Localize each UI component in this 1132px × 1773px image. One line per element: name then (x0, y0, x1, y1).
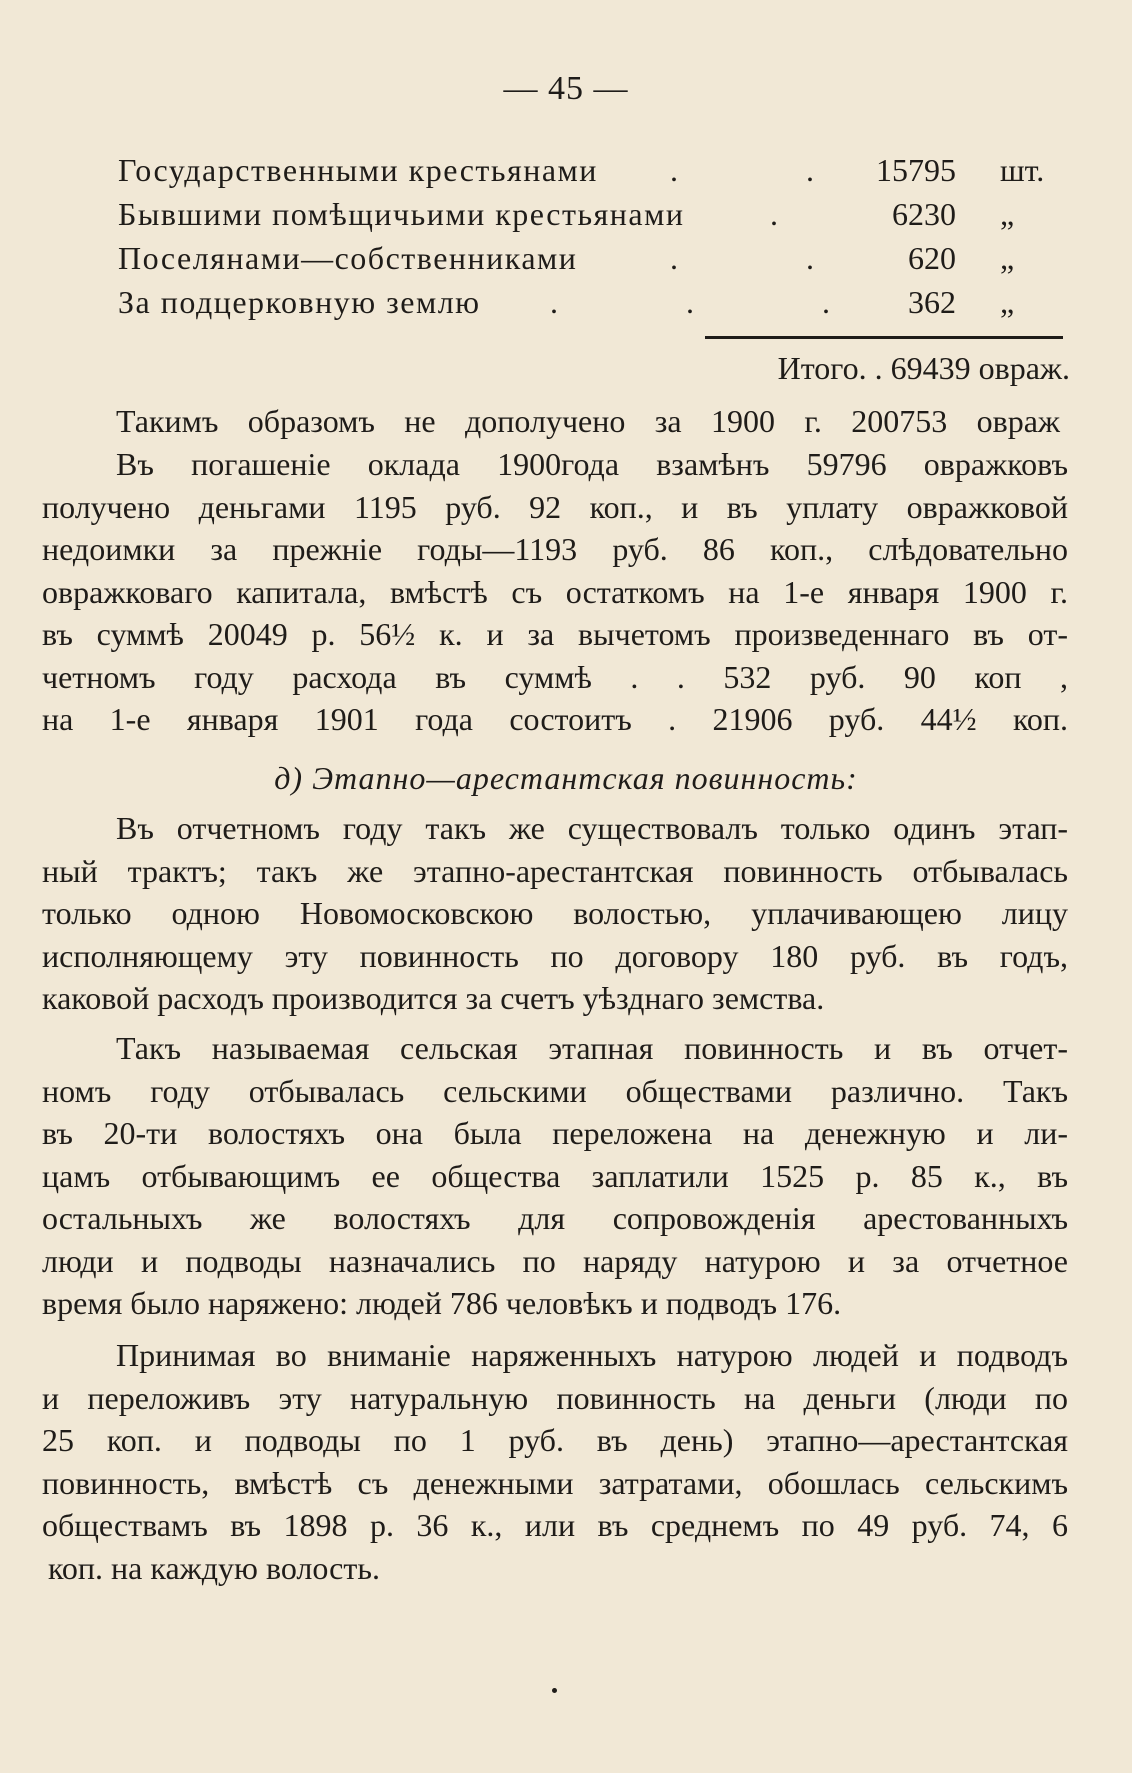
ledger-dots: . (770, 196, 838, 232)
text-line: Въ погашеніе оклада 1900года взамѣнъ 59796 овражковъ (116, 446, 1068, 482)
summary-paragraph (42, 1334, 1068, 1589)
text-line: каковой расходъ производится за счетъ уѣзднаго земства. (42, 980, 825, 1016)
text-line: недоимки за прежніе годы—1193 руб. 86 коп., слѣдовательно (42, 531, 1068, 567)
ledger-row (118, 148, 1078, 192)
ledger-label: Бывшими помѣщичьими крестьянами (118, 196, 685, 232)
ledger-dots: . . (670, 152, 874, 188)
text-line: ный трактъ; такъ же этапно-арестантская повинность отбывалась (42, 852, 1068, 889)
text-line: остальныхъ же волостяхъ для сопровожденія арестованныхъ (42, 1200, 1068, 1236)
section-heading: д) Этапно—арестантская повинность: (274, 760, 858, 796)
text-line: на 1-е января 1901 года состоитъ . 21906 руб. 44½ коп. (42, 701, 1068, 737)
ledger-label: Государственными крестьянами (118, 152, 598, 188)
text-line: Такъ называемая сельская этапная повинность и въ отчет- (116, 1030, 1068, 1066)
text-line: 25 коп. и подводы по 1 руб. въ день) этапно—арестантская (42, 1422, 1068, 1458)
total-rule (705, 336, 1063, 339)
ledger-unit: „ (1000, 240, 1015, 276)
text-line: и переложивъ эту натуральную повинность на деньги (люди по (42, 1379, 1068, 1416)
text-line: исполняющему эту повинность по договору 180 руб. въ годъ, (42, 937, 1068, 974)
text-line: время было наряжено: людей 786 человѣкъ и подводъ 176. (42, 1285, 842, 1321)
ledger-row (118, 280, 1078, 324)
text-line: въ 20-ти волостяхъ она была переложена на денежную и ли- (42, 1115, 1068, 1151)
ink-speck (552, 1688, 557, 1693)
ledger-label: За подцерковную землю (118, 284, 481, 320)
ledger-value: 15795 (876, 152, 956, 188)
text-line: номъ году отбывалась сельскими обществами различно. Такъ (42, 1072, 1068, 1109)
ledger-dots: . . (670, 240, 874, 276)
text-line: люди и подводы назначались по наряду натурою и за отчетное (42, 1242, 1068, 1279)
shortfall-paragraph (116, 400, 1060, 443)
text-line: въ суммѣ 20049 р. 56½ к. и за вычетомъ произведеннаго въ от- (42, 616, 1068, 652)
text-line: цамъ отбывающимъ ее общества заплатили 1525 р. 85 к., въ (42, 1157, 1068, 1194)
ledger-dots: . . . (550, 284, 890, 320)
text-line: Принимая во вниманіе наряженныхъ натурою людей и подводъ (116, 1337, 1068, 1373)
text-line: Въ отчетномъ году такъ же существовалъ только одинъ этап- (116, 810, 1068, 846)
rural-paragraph (42, 1027, 1068, 1325)
ledger-unit: „ (1000, 284, 1015, 320)
ledger-unit: шт. (1000, 152, 1045, 188)
text-line: повинность, вмѣстѣ съ денежными затратами, обошлась сельскимъ (42, 1464, 1068, 1501)
text-line: четномъ году расхода въ суммѣ . . 532 руб. 90 коп , (42, 658, 1068, 695)
page-number: — 45 — (503, 70, 629, 107)
tract-paragraph (42, 807, 1068, 1020)
capital-paragraph (42, 443, 1068, 741)
text-line: обществамъ въ 1898 р. 36 к., или въ среднемъ по 49 руб. 74, 6 (42, 1507, 1068, 1543)
ledger-value: 362 (908, 284, 956, 320)
ledger-unit: „ (1000, 196, 1015, 232)
ledger-value: 6230 (892, 196, 956, 232)
text-line: Такимъ образомъ не дополучено за 1900 г. 200753 овраж (116, 403, 1060, 439)
ledger-label: Поселянами—собственниками (118, 240, 578, 276)
text-line: коп. на каждую волость. (48, 1549, 380, 1586)
text-line: получено деньгами 1195 руб. 92 коп., и въ уплату овражковой (42, 488, 1068, 525)
ledger-total: Итого. . 69439 овраж. (777, 350, 1070, 386)
text-line: овражковаго капитала, вмѣстѣ съ остаткомъ на 1-е января 1900 г. (42, 573, 1068, 610)
ledger-row (118, 236, 1078, 280)
text-line: только одною Новомосковскою волостью, уплачивающею лицу (42, 895, 1068, 931)
ledger-row (118, 192, 1078, 236)
ledger-value: 620 (908, 240, 956, 276)
